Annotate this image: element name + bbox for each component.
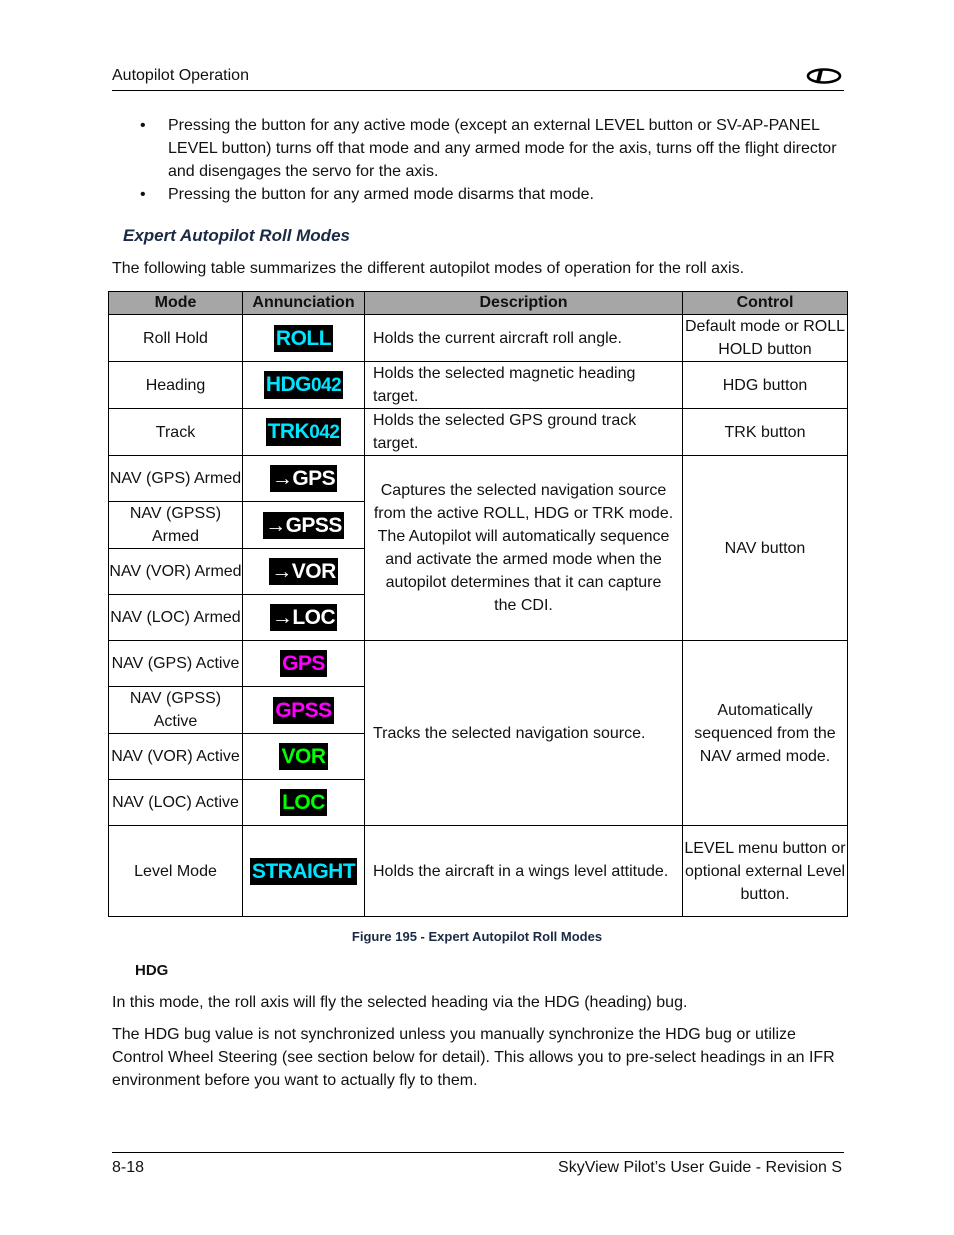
figure-caption: Figure 195 - Expert Autopilot Roll Modes	[351, 929, 603, 944]
mode-cell: NAV (GPS) Armed	[109, 456, 243, 502]
annunciation-label: HDG	[265, 373, 311, 396]
annunciation-armed-loc: →LOC	[271, 606, 336, 629]
header-title: Autopilot Operation	[112, 67, 249, 84]
annunciation-cell	[243, 456, 365, 502]
document-title: SkyView Pilot’s User Guide - Revision S	[558, 1159, 842, 1176]
page-footer	[112, 1152, 844, 1176]
intro-text: The following table summarizes the different autopilot modes of operation for the roll axis.	[112, 260, 745, 277]
column-header: Mode	[109, 292, 243, 315]
table-row	[109, 409, 848, 456]
page-header	[112, 66, 844, 91]
annunciation-value: 042	[309, 422, 340, 443]
annunciation-cell	[243, 549, 365, 595]
section-heading: HDG	[135, 962, 169, 979]
annunciation-cell	[243, 780, 365, 826]
annunciation-active-gpss: GPSS	[275, 698, 332, 722]
annunciation-active-gps: GPS	[282, 652, 325, 675]
annunciation-cell	[243, 502, 365, 549]
annunciation-armed-vor: →VOR	[271, 560, 336, 583]
annunciation-cell	[243, 826, 365, 917]
dynon-logo-icon	[806, 68, 842, 84]
mode-cell: NAV (LOC) Active	[109, 780, 243, 826]
paragraph: The HDG bug value is not synchronized unless you manually synchronize the HDG bug or utilize Control Wheel Steering (see section below for detail). This allows you to pre-select headings in an IFR environment before you want to actually fly to them.	[112, 1026, 835, 1089]
control-cell: HDG button	[683, 362, 848, 409]
annunciation-cell	[243, 687, 365, 734]
table-row	[109, 362, 848, 409]
annunciation-value: 042	[310, 375, 342, 396]
annunciation-cell	[243, 641, 365, 687]
annunciation-armed-gps: →GPS	[271, 467, 336, 490]
roll-modes-table	[108, 291, 848, 917]
description-cell: Holds the selected GPS ground track target.	[365, 409, 683, 456]
paragraph: In this mode, the roll axis will fly the selected heading via the HDG (heading) bug.	[112, 994, 688, 1011]
mode-cell: NAV (LOC) Armed	[109, 595, 243, 641]
annunciation-active-vor: VOR	[281, 745, 326, 768]
description-cell: Holds the current aircraft roll angle.	[365, 315, 683, 362]
annunciation-armed-gpss: →GPSS	[265, 513, 342, 537]
mode-cell: Track	[109, 409, 243, 456]
mode-cell: Heading	[109, 362, 243, 409]
mode-cell: NAV (VOR) Armed	[109, 549, 243, 595]
mode-cell: NAV (GPSS) Armed	[109, 502, 243, 549]
table-row	[109, 641, 848, 687]
annunciation-cell	[243, 362, 365, 409]
annunciation-straight: STRAIGHT	[251, 859, 356, 883]
mode-cell: NAV (VOR) Active	[109, 734, 243, 780]
bullet-item: • Pressing the button for any armed mode disarms that mode.	[140, 183, 844, 206]
description-cell: Tracks the selected navigation source.	[365, 641, 683, 826]
control-cell: LEVEL menu button or optional external Level button.	[683, 826, 848, 917]
control-cell: Automatically sequenced from the NAV armed mode.	[683, 641, 848, 826]
page-number: 8-18	[112, 1159, 145, 1176]
column-header: Annunciation	[243, 292, 365, 315]
annunciation-hdg	[264, 371, 343, 399]
annunciation-roll: ROLL	[275, 326, 332, 350]
annunciation-cell	[243, 734, 365, 780]
mode-cell: NAV (GPSS) Active	[109, 687, 243, 734]
table-row	[109, 315, 848, 362]
table-row	[109, 826, 848, 917]
control-cell: Default mode or ROLL HOLD button	[683, 315, 848, 362]
subheading: Expert Autopilot Roll Modes	[123, 226, 350, 245]
table-header-row	[109, 292, 848, 315]
annunciation-active-loc: LOC	[282, 791, 325, 814]
bullet-list	[140, 114, 844, 206]
mode-cell: Level Mode	[109, 826, 243, 917]
description-cell: Captures the selected navigation source from the active ROLL, HDG or TRK mode. The Autopilot will automatically sequence and activate the armed mode when the autopilot determines that it can capture the CDI.	[365, 456, 683, 641]
mode-cell: Roll Hold	[109, 315, 243, 362]
bullet-item: • Pressing the button for any active mode (except an external LEVEL button or SV-AP-PANEL LEVEL button) turns off that mode and any armed mode for the axis, turns off the flight director and disengages the servo for the axis.	[140, 114, 844, 183]
mode-cell: NAV (GPS) Active	[109, 641, 243, 687]
annunciation-cell	[243, 595, 365, 641]
description-cell: Holds the aircraft in a wings level attitude.	[365, 826, 683, 917]
column-header: Description	[365, 292, 683, 315]
annunciation-cell	[243, 409, 365, 456]
control-cell: TRK button	[683, 409, 848, 456]
description-cell: Holds the selected magnetic heading target.	[365, 362, 683, 409]
annunciation-cell	[243, 315, 365, 362]
column-header: Control	[683, 292, 848, 315]
annunciation-trk	[266, 418, 342, 446]
annunciation-label: TRK	[267, 420, 310, 443]
control-cell: NAV button	[683, 456, 848, 641]
table-row	[109, 456, 848, 502]
